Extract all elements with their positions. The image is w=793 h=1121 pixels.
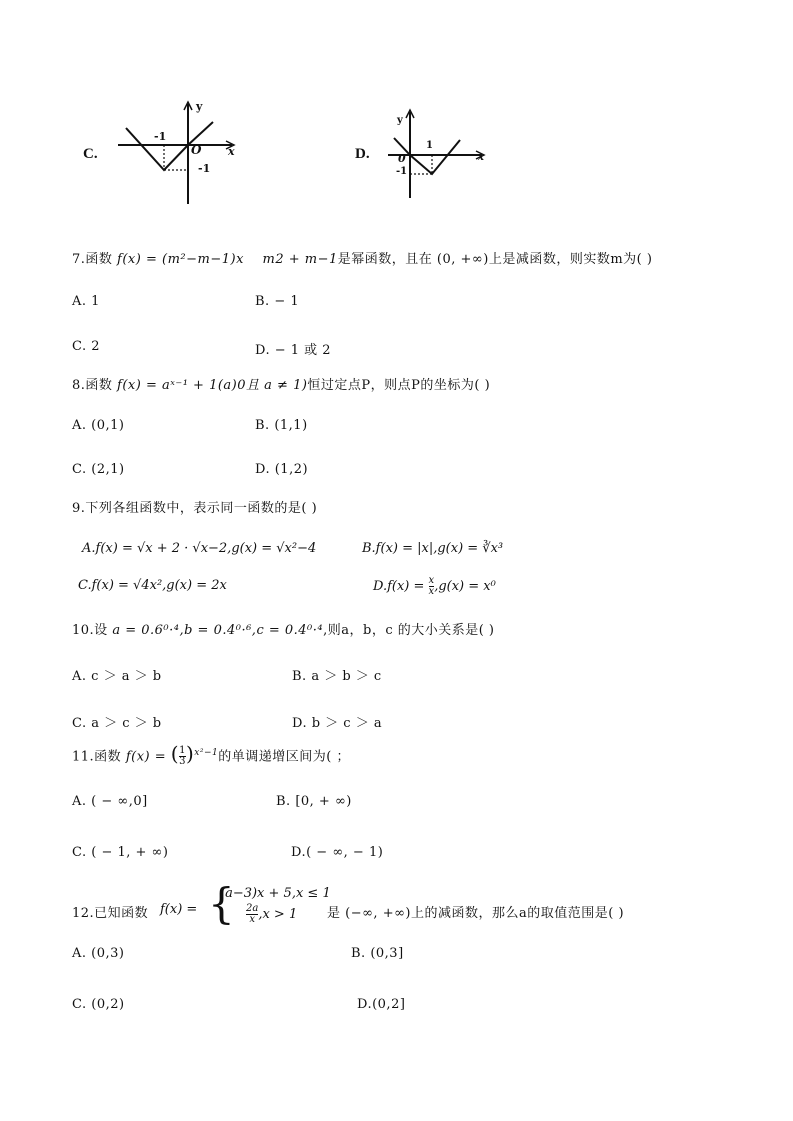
q12-brace: { <box>208 879 235 928</box>
graph-c-x-label: x <box>228 145 235 158</box>
q10-option-b: B. a ＞ b ＞ c <box>292 669 382 684</box>
q12-option-c: C. (0,2) <box>72 997 125 1012</box>
q12-rest: 是 (−∞, +∞)上的减函数，那么a的取值范围是( ) <box>327 906 625 921</box>
graph-c-label: C. <box>83 146 98 162</box>
q9-option-b: B.f(x) = |x|,g(x) = ∛x³ <box>362 541 504 556</box>
graph-c-neg1-top: -1 <box>154 130 167 143</box>
q9-option-d <box>373 576 496 597</box>
q11-option-a: A. ( − ∞,0] <box>72 794 148 809</box>
q8-option-c: C. (2,1) <box>72 462 125 477</box>
q12-fx: f(x) = <box>160 902 198 917</box>
q11-stem: 11.函数 f(x) = ( $\frac{1}{3}$ )$^{x^2-1}$的单调递增区间为( ； <box>72 741 350 768</box>
q9-option-d-pre: D.f(x) = <box>373 579 425 594</box>
graph-c-neg1-right: -1 <box>198 162 211 175</box>
q8-option-d: D. (1,2) <box>255 462 309 477</box>
q7-option-d: D. − 1 或 2 <box>255 343 332 358</box>
q12-case1: (a−3)x + 5,x ≤ 1 <box>220 886 331 901</box>
q8-formula: f(x) = aˣ⁻¹ + 1(a)0且 a ≠ 1) <box>117 378 308 393</box>
q11-option-d: D.( − ∞, − 1) <box>291 845 384 860</box>
q11-number: 11.函数 <box>72 749 122 765</box>
q7-option-b: B. − 1 <box>255 294 300 309</box>
q12-case2-fraction <box>246 904 258 925</box>
q8-number: 8.函数 <box>72 378 113 393</box>
q7-exp: m2 + m−1 <box>262 252 338 267</box>
graph-d-label: D. <box>355 146 370 162</box>
q11-option-c: C. ( − 1, + ∞) <box>72 845 169 860</box>
q10-rest: ,则a，b，c 的大小关系是( ) <box>323 623 495 638</box>
q9-option-a: A.f(x) = √x + 2 · √x−2,g(x) = √x²−4 <box>82 541 317 556</box>
q10-number: 10.设 <box>72 623 108 638</box>
q12-case2-rest: ,x > 1 <box>258 907 298 922</box>
q8-stem <box>72 374 490 393</box>
q7-rest: 是幂函数，且在 (0, +∞)上是减函数，则实数m为( ) <box>337 252 653 267</box>
q8-option-a: A. (0,1) <box>72 418 125 433</box>
graph-d-origin-label: 0 <box>398 152 406 165</box>
q10-option-d: D. b ＞ c ＞ a <box>292 716 383 731</box>
q11-option-b: B. [0, + ∞) <box>276 794 352 809</box>
q11-frac-num: 1 <box>179 745 186 757</box>
q11-frac-den: 3 <box>179 756 186 768</box>
q7-number: 7.函数 <box>72 252 113 267</box>
q12-option-b: B. (0,3] <box>351 946 404 961</box>
q7-stem <box>72 248 652 267</box>
q12-option-a: A. (0,3) <box>72 946 125 961</box>
q7-fx: f(x) <box>117 252 142 267</box>
q9-option-d-post: ,g(x) = x⁰ <box>434 579 496 594</box>
q9-option-c: C.f(x) = √4x²,g(x) = 2x <box>78 578 227 593</box>
q10-stem <box>72 619 495 638</box>
graph-c-y-label: y <box>196 100 203 113</box>
q12-case2-den: x <box>246 914 258 925</box>
q7-option-c: C. 2 <box>72 339 101 354</box>
q12-number: 12.已知函数 <box>72 906 149 921</box>
graph-d-neg1-label: -1 <box>396 166 408 177</box>
q11-rest: 的单调递增区间为( ； <box>218 749 350 765</box>
q9-option-d-den: x <box>428 586 435 597</box>
q11-fx: f(x) = <box>125 749 167 765</box>
q9-option-d-num: x <box>428 575 435 586</box>
graph-d-x-label: x <box>478 152 484 163</box>
q11-fraction <box>179 746 186 767</box>
q11-exp: x²−1 <box>194 748 219 758</box>
q10-option-a: A. c ＞ a ＞ b <box>72 669 162 684</box>
q10-formula: a = 0.6⁰·⁴,b = 0.4⁰·⁶,c = 0.4⁰·⁴ <box>112 623 324 638</box>
q8-rest: 恒过定点P，则点P的坐标为( ) <box>307 378 491 393</box>
q9-stem: 9.下列各组函数中，表示同一函数的是( ) <box>72 501 318 516</box>
graph-d-one-label: 1 <box>426 140 433 151</box>
q10-option-c: C. a ＞ c ＞ b <box>72 716 162 731</box>
graph-c-origin-label: O <box>191 143 202 157</box>
q7-eq: = (m²−m−1)x <box>145 252 244 267</box>
q8-option-b: B. (1,1) <box>255 418 308 433</box>
q12-case2-num: 2a <box>246 903 259 914</box>
graph-d-y-label: y <box>397 115 403 126</box>
q7-option-a: A. 1 <box>72 294 100 309</box>
q12-option-d: D.(0,2] <box>357 997 406 1012</box>
q12-case2 <box>246 904 297 925</box>
